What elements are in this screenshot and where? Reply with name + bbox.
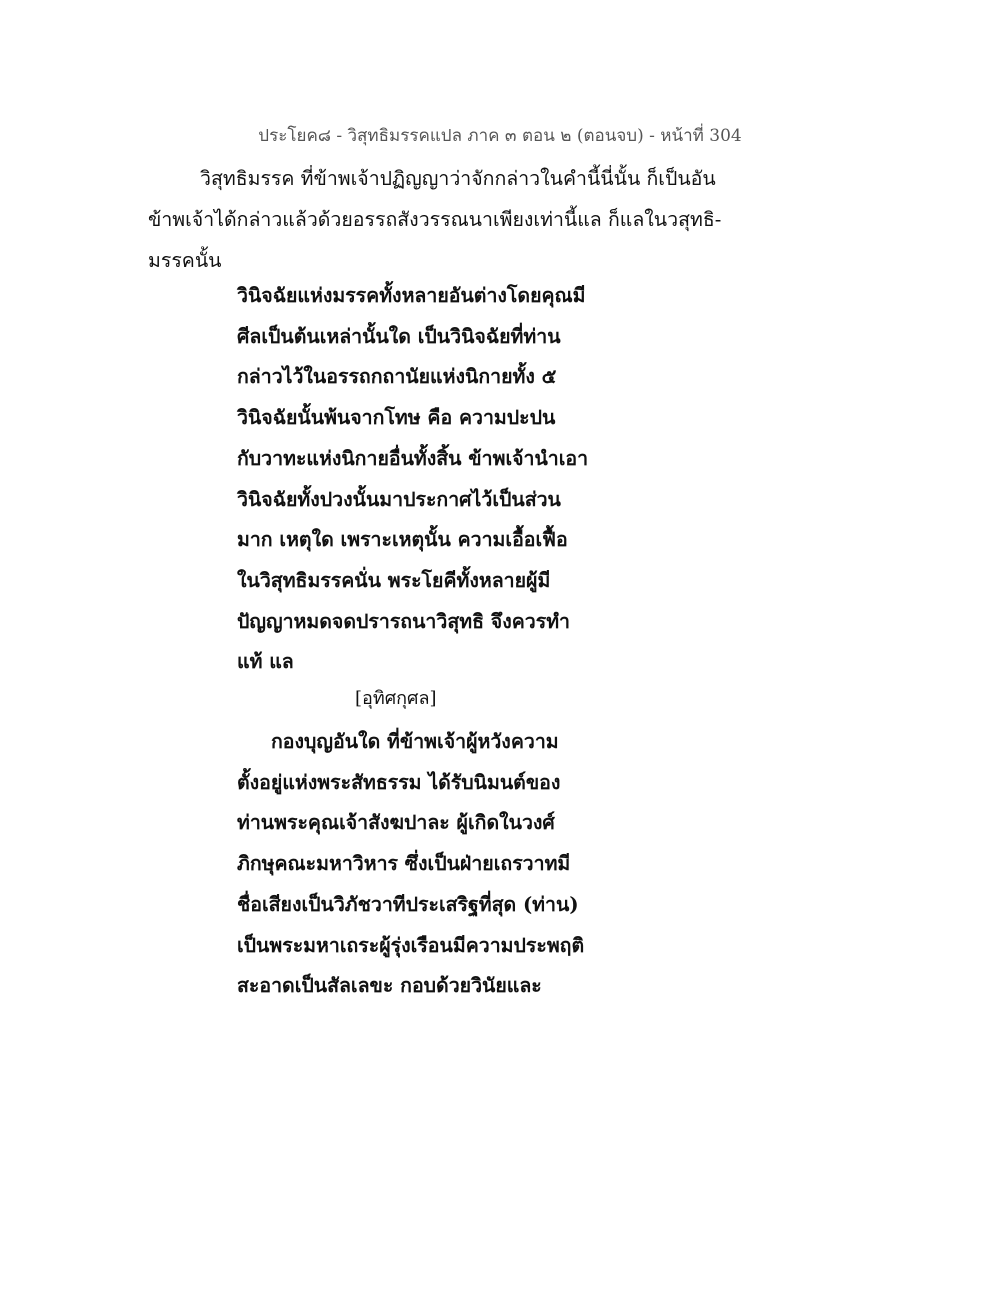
verse-line: มาก เหตุใด เพราะเหตุนั้น ความเอื้อเฟื้อ (237, 528, 568, 552)
verse-line: เป็นพระมหาเถระผู้รุ่งเรือนมีความประพฤติ (237, 933, 585, 957)
verse-line: แท้ แล (237, 650, 294, 674)
verse-line: วินิจฉัยทั้งปวงนั้นมาประกาศไว้เป็นส่วน (237, 487, 561, 511)
verse-line: กองบุญอันใด ที่ข้าพเจ้าผู้หวังความ (271, 730, 559, 753)
verse-line: ท่านพระคุณเจ้าสังฆปาละ ผู้เกิดในวงศ์ (237, 811, 555, 835)
verse-line: วินิจฉัยนั้นพ้นจากโทษ คือ ความปะปน (237, 406, 556, 430)
paragraph-line: วิสุทธิมรรค ที่ข้าพเจ้าปฏิญญาว่าจักกล่าวในคำนี้นี่นั้น ก็เป็นอัน (200, 167, 716, 190)
verse-line: กล่าวไว้ในอรรถกถานัยแห่งนิกายทั้ง ๕ (237, 365, 557, 389)
verse-block-closing (237, 276, 617, 683)
section-heading: [อุทิศกุศล] (355, 688, 437, 709)
verse-line: ตั้งอยู่แห่งพระสัทธรรม ได้รับนิมนต์ของ (237, 770, 561, 794)
verse-line: กับวาทะแห่งนิกายอื่นทั้งสิ้น ข้าพเจ้านำเอา (237, 446, 589, 470)
paragraph-line: มรรคนั้น (148, 249, 222, 272)
intro-paragraph (148, 158, 722, 281)
verse-line: วินิจฉัยแห่งมรรคทั้งหลายอันต่างโดยคุณมี (237, 284, 586, 307)
verse-line: สะอาดเป็นสัลเลขะ กอบด้วยวินัยและ (237, 974, 542, 998)
verse-line: ศีลเป็นต้นเหล่านั้นใด เป็นวินิจฉัยที่ท่าน (237, 324, 561, 348)
verse-block-dedication (237, 722, 617, 1007)
verse-line: ภิกษุคณะมหาวิหาร ซึ่งเป็นฝ่ายเถรวาทมี (237, 852, 571, 876)
verse-line: ปัญญาหมดจดปรารถนาวิสุทธิ จึงควรทำ (237, 609, 570, 633)
running-header: ประโยค๘ - วิสุทธิมรรคแปล ภาค ๓ ตอน ๒ (ตอนจบ) - หน้าที่ 304 (258, 126, 742, 146)
verse-line: ในวิสุทธิมรรคนั่น พระโยคีทั้งหลายผู้มี (237, 568, 551, 592)
verse-line: ชื่อเสียงเป็นวิภัชวาทีประเสริฐที่สุด (ท่าน) (237, 892, 579, 916)
paragraph-line: ข้าพเจ้าได้กล่าวแล้วด้วยอรรถสังวรรณนาเพียงเท่านี้แล ก็แลในวสุทธิ- (148, 208, 722, 231)
